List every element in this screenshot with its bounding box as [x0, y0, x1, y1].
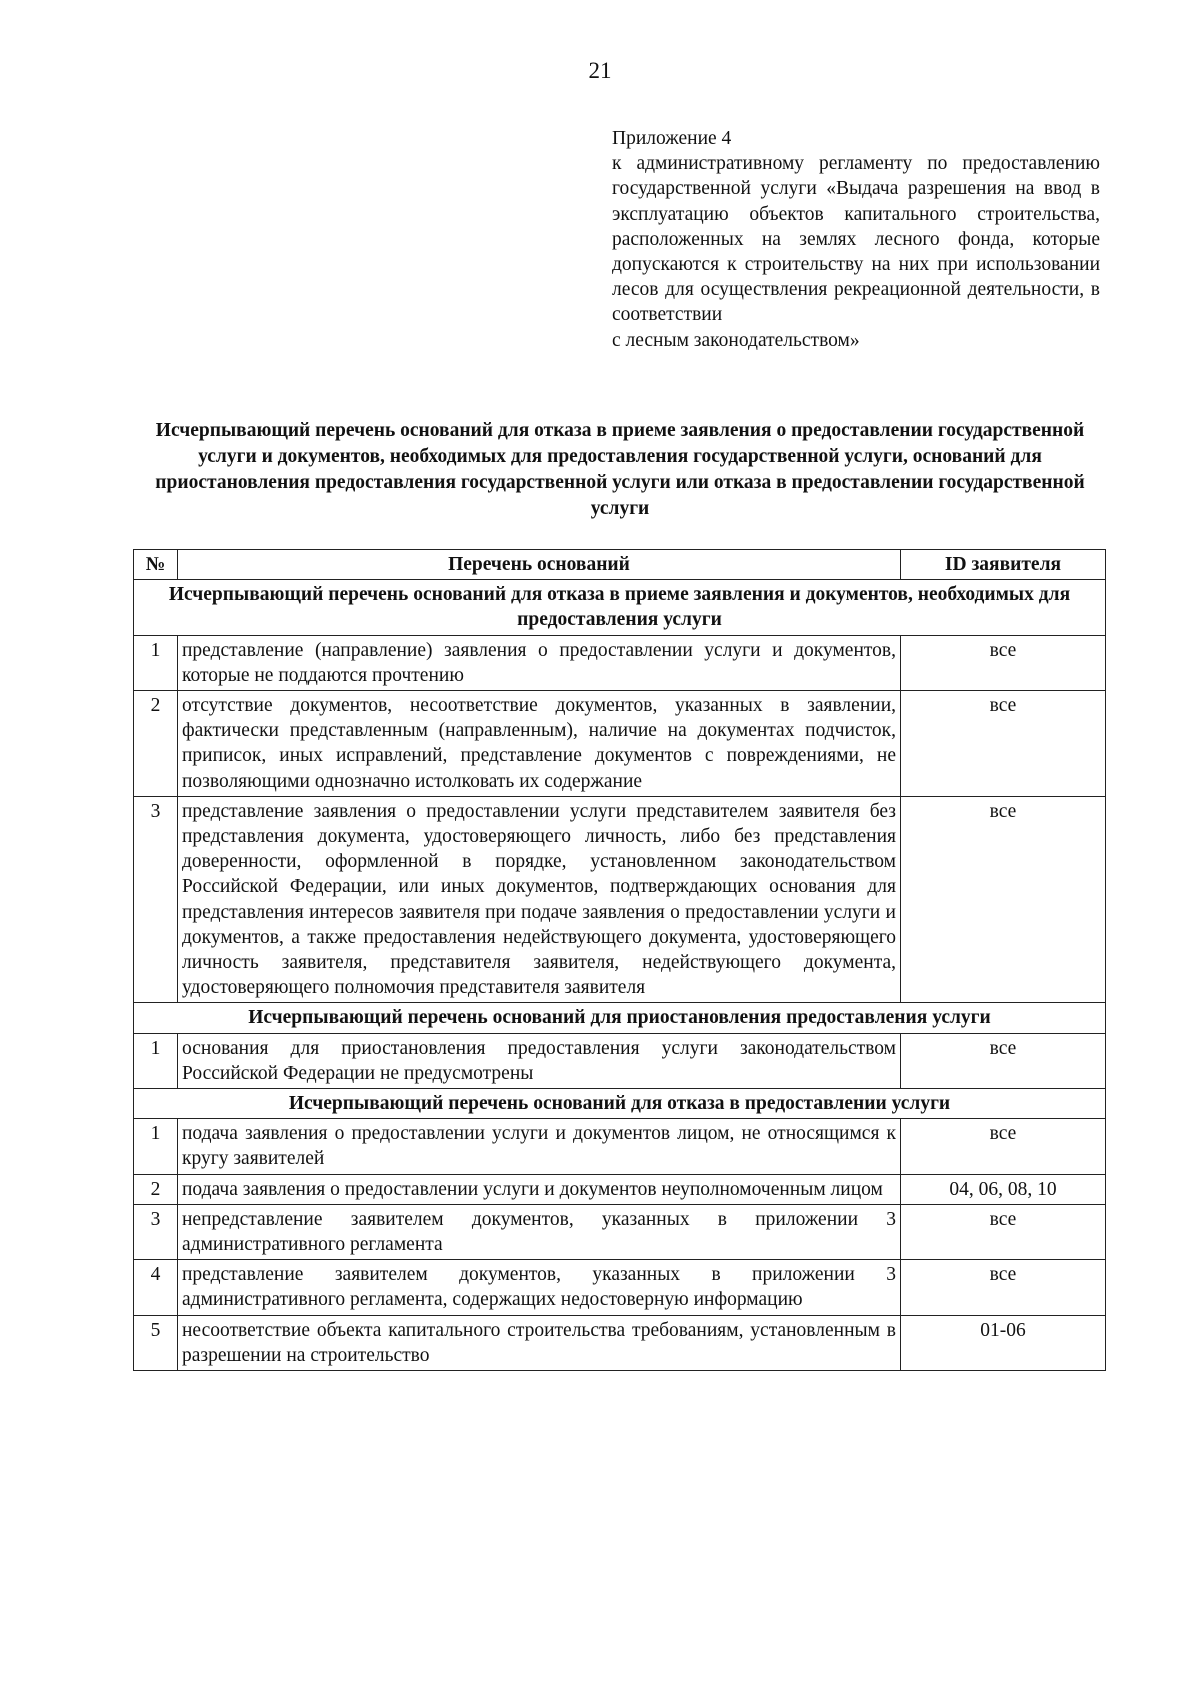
- table-body: [134, 580, 1106, 1371]
- grounds-table: [133, 549, 1106, 1371]
- row-grounds-text: представление заявителем документов, указанных в приложении 3 административного регламента, содержащих недостоверную информацию: [178, 1260, 901, 1315]
- row-number: 1: [134, 1119, 178, 1174]
- appendix-last-line: с лесным законодательством»: [612, 329, 860, 351]
- row-grounds-text: несоответствие объекта капитального строительства требованиям, установленным в разрешении на строительство: [178, 1315, 901, 1370]
- table-row: [134, 1204, 1106, 1259]
- appendix-title: Приложение 4: [612, 128, 732, 149]
- section-title: Исчерпывающий перечень оснований для отказа в приеме заявления и документов, необходимых для предоставления услуги: [134, 580, 1106, 635]
- header-grounds: Перечень оснований: [178, 550, 901, 580]
- row-number: 2: [134, 1174, 178, 1204]
- table-row: [134, 1033, 1106, 1088]
- row-applicant-id: все: [901, 796, 1106, 1003]
- table-row: [134, 796, 1106, 1003]
- table-row: [134, 1174, 1106, 1204]
- row-grounds-text: подача заявления о предоставлении услуги и документов лицом, не относящимся к кругу заявителей: [178, 1119, 901, 1174]
- table-row: [134, 1119, 1106, 1174]
- row-applicant-id: 04, 06, 08, 10: [901, 1174, 1106, 1204]
- row-applicant-id: все: [901, 1033, 1106, 1088]
- row-number: 1: [134, 635, 178, 690]
- section-title: Исчерпывающий перечень оснований для приостановления предоставления услуги: [134, 1003, 1106, 1033]
- header-num: №: [134, 550, 178, 580]
- document-title: Исчерпывающий перечень оснований для отказа в приеме заявления о предоставлении государственной услуги и документов, необходимых для предоставления государственной услуги, оснований для приостановления предоставления государственной услуги или отказа в предоставлении государственной услуги: [155, 420, 1085, 519]
- table-row: [134, 1315, 1106, 1370]
- table-header-row: [134, 550, 1106, 580]
- row-applicant-id: 01-06: [901, 1315, 1106, 1370]
- row-applicant-id: все: [901, 1119, 1106, 1174]
- row-grounds-text: представление заявления о предоставлении услуги представителем заявителя без представления документа, удостоверяющего личность, либо без представления доверенности, оформленной в порядке, установленном законодательством Российской Федерации, или иных документов, подтверждающих основания для представления интересов заявителя при подаче заявления о предоставлении услуги и документов, а также предоставления недействующего документа, удостоверяющего личность заявителя, представителя заявителя, недействующего документа, удостоверяющего полномочия представителя заявителя: [178, 796, 901, 1003]
- row-applicant-id: все: [901, 1204, 1106, 1259]
- section-row: [134, 1003, 1106, 1033]
- page-number: 21: [588, 58, 612, 83]
- row-number: 1: [134, 1033, 178, 1088]
- row-number: 2: [134, 691, 178, 797]
- table-row: [134, 691, 1106, 797]
- section-title: Исчерпывающий перечень оснований для отказа в предоставлении услуги: [134, 1089, 1106, 1119]
- row-grounds-text: подача заявления о предоставлении услуги и документов неуполномоченным лицом: [178, 1174, 901, 1204]
- appendix-block: [612, 126, 1100, 353]
- section-row: [134, 1089, 1106, 1119]
- row-number: 3: [134, 1204, 178, 1259]
- row-applicant-id: все: [901, 1260, 1106, 1315]
- header-applicant-id: ID заявителя: [901, 550, 1106, 580]
- row-grounds-text: отсутствие документов, несоответствие документов, указанных в заявлении, фактически представленным (направленным), наличие на документах подчисток, приписок, иных исправлений, представление документов с повреждениями, не позволяющими однозначно истолковать их содержание: [178, 691, 901, 797]
- row-number: 4: [134, 1260, 178, 1315]
- row-grounds-text: основания для приостановления предоставления услуги законодательством Российской Федерации не предусмотрены: [178, 1033, 901, 1088]
- row-number: 5: [134, 1315, 178, 1370]
- row-number: 3: [134, 796, 178, 1003]
- section-row: [134, 580, 1106, 635]
- table-row: [134, 1260, 1106, 1315]
- row-applicant-id: все: [901, 635, 1106, 690]
- row-grounds-text: непредставление заявителем документов, указанных в приложении 3 административного регламента: [178, 1204, 901, 1259]
- appendix-body: к административному регламенту по предоставлению государственной услуги «Выдача разрешения на ввод в эксплуатацию объектов капитального строительства, расположенных на землях лесного фонда, которые допускаются к строительству на них при использовании лесов для осуществления рекреационной деятельности, в соответствии: [612, 153, 1100, 326]
- table-row: [134, 635, 1106, 690]
- row-applicant-id: все: [901, 691, 1106, 797]
- row-grounds-text: представление (направление) заявления о предоставлении услуги и документов, которые не поддаются прочтению: [178, 635, 901, 690]
